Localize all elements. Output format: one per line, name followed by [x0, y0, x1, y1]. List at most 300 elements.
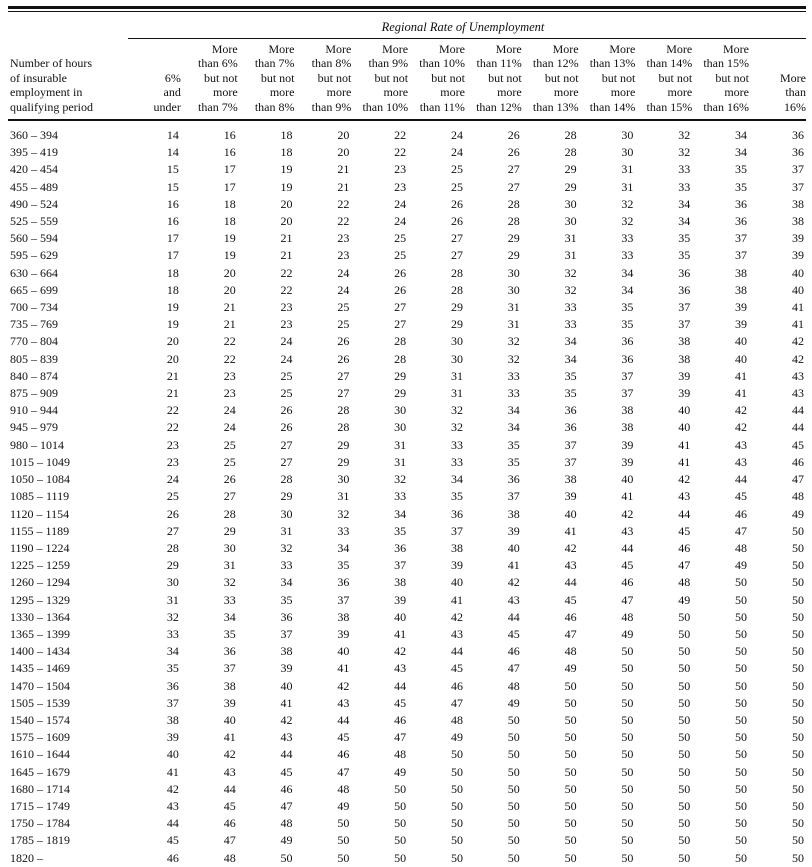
weeks-value-cell: 20 — [280, 196, 293, 211]
hours-range-cell: 1085 – 1119 — [10, 489, 70, 504]
table-row — [8, 815, 806, 832]
weeks-value-cell: 33 — [450, 437, 463, 452]
weeks-value-cell: 22 — [223, 334, 236, 349]
weeks-value-cell: 35 — [450, 489, 463, 504]
weeks-value-cell: 50 — [678, 609, 691, 624]
weeks-value-cell: 29 — [280, 489, 293, 504]
weeks-value-cell: 36 — [735, 196, 747, 211]
header-line: More — [666, 42, 693, 56]
header-line: More — [268, 42, 295, 56]
weeks-value-cell: 38 — [337, 609, 350, 624]
hours-range-cell: 770 – 804 — [10, 334, 58, 349]
weeks-value-cell: 50 — [792, 678, 804, 693]
hours-range-cell: 360 – 394 — [10, 128, 58, 143]
weeks-value-cell: 47 — [280, 798, 293, 813]
weeks-value-cell: 37 — [621, 386, 634, 401]
weeks-value-cell: 21 — [166, 386, 179, 401]
weeks-value-cell: 42 — [792, 334, 804, 349]
weeks-value-cell: 50 — [735, 644, 747, 659]
weeks-value-cell: 40 — [564, 506, 577, 521]
weeks-value-cell: 29 — [166, 558, 179, 573]
weeks-value-cell: 31 — [394, 437, 407, 452]
header-line: but not — [317, 70, 352, 85]
weeks-value-cell: 23 — [280, 317, 293, 332]
weeks-value-cell: 41 — [792, 317, 804, 332]
header-line: than 13% — [532, 99, 579, 114]
weeks-value-cell: 21 — [337, 179, 350, 194]
weeks-value-cell: 50 — [507, 712, 520, 727]
weeks-value-cell: 50 — [792, 816, 804, 831]
weeks-value-cell: 50 — [735, 609, 747, 624]
weeks-value-cell: 35 — [564, 368, 577, 383]
weeks-value-cell: 28 — [450, 282, 463, 297]
weeks-value-cell: 50 — [450, 764, 463, 779]
header-line: but not — [204, 70, 238, 85]
weeks-value-cell: 37 — [792, 162, 804, 177]
weeks-value-cell: 50 — [792, 764, 804, 779]
table-row — [8, 120, 806, 144]
header-line: Number of hours — [10, 56, 92, 71]
weeks-value-cell: 29 — [394, 386, 407, 401]
weeks-value-cell: 23 — [337, 248, 350, 263]
weeks-value-cell: 50 — [735, 764, 747, 779]
weeks-value-cell: 39 — [735, 317, 747, 332]
weeks-value-cell: 46 — [621, 575, 634, 590]
header-line: than 15% — [646, 99, 693, 114]
weeks-value-cell: 39 — [792, 248, 804, 263]
weeks-value-cell: 18 — [166, 265, 179, 280]
weeks-value-cell: 50 — [678, 764, 691, 779]
weeks-value-cell: 19 — [166, 300, 179, 315]
weeks-value-cell: 42 — [337, 678, 350, 693]
weeks-value-cell: 50 — [792, 712, 804, 727]
weeks-value-cell: 40 — [792, 265, 804, 280]
weeks-value-cell: 48 — [735, 540, 747, 555]
weeks-value-cell: 46 — [507, 644, 520, 659]
weeks-value-cell: 31 — [280, 523, 293, 538]
weeks-value-cell: 43 — [166, 798, 179, 813]
header-line: More — [780, 70, 806, 85]
weeks-value-cell: 30 — [166, 575, 179, 590]
weeks-value-cell: 50 — [735, 850, 747, 865]
hours-range-cell: 1155 – 1189 — [10, 523, 70, 538]
weeks-value-cell: 36 — [792, 145, 804, 160]
weeks-value-cell: 44 — [450, 644, 463, 659]
weeks-value-cell: 18 — [280, 145, 293, 160]
weeks-value-cell: 22 — [394, 145, 407, 160]
column-header — [181, 42, 238, 120]
header-line: than 7% — [254, 56, 295, 71]
weeks-value-cell: 34 — [621, 282, 634, 297]
weeks-value-cell: 36 — [564, 403, 577, 418]
weeks-value-cell: 23 — [166, 454, 179, 469]
weeks-value-cell: 50 — [450, 798, 463, 813]
weeks-value-cell: 43 — [564, 558, 577, 573]
table-row — [8, 540, 806, 557]
weeks-value-cell: 15 — [166, 179, 179, 194]
hours-range-cell: 1120 – 1154 — [10, 506, 70, 521]
weeks-value-cell: 44 — [678, 506, 691, 521]
weeks-value-cell: 22 — [280, 265, 293, 280]
weeks-value-cell: 35 — [394, 523, 407, 538]
hours-range-cell: 1225 – 1259 — [10, 558, 70, 573]
weeks-value-cell: 28 — [507, 196, 520, 211]
weeks-value-cell: 31 — [223, 558, 236, 573]
weeks-value-cell: 16 — [166, 196, 179, 211]
weeks-value-cell: 31 — [450, 386, 463, 401]
weeks-value-cell: 50 — [450, 747, 463, 762]
weeks-value-cell: 24 — [450, 145, 463, 160]
hours-range-cell: 1540 – 1574 — [10, 712, 70, 727]
weeks-value-cell: 38 — [564, 472, 577, 487]
weeks-value-cell: 39 — [450, 558, 463, 573]
weeks-value-cell: 35 — [564, 386, 577, 401]
weeks-value-cell: 48 — [507, 678, 520, 693]
weeks-value-cell: 50 — [621, 661, 634, 676]
weeks-value-cell: 44 — [792, 403, 804, 418]
weeks-value-cell: 40 — [507, 540, 520, 555]
weeks-value-cell: 32 — [394, 472, 407, 487]
table-row — [8, 557, 806, 574]
header-line: than 14% — [646, 56, 693, 71]
weeks-value-cell: 36 — [337, 575, 350, 590]
weeks-value-cell: 47 — [507, 661, 520, 676]
table-row — [8, 574, 806, 591]
weeks-value-cell: 48 — [223, 850, 236, 865]
weeks-value-cell: 50 — [735, 626, 747, 641]
column-header — [579, 42, 636, 120]
weeks-value-cell: 36 — [280, 609, 293, 624]
weeks-value-cell: 50 — [621, 816, 634, 831]
weeks-value-cell: 34 — [564, 334, 577, 349]
weeks-value-cell: 35 — [507, 454, 520, 469]
table-row — [8, 471, 806, 488]
hours-range-cell: 1295 – 1329 — [10, 592, 70, 607]
header-line: more — [269, 85, 295, 100]
weeks-value-cell: 50 — [621, 781, 634, 796]
weeks-value-cell: 50 — [735, 712, 747, 727]
header-line: than 8% — [311, 56, 352, 71]
header-line: of insurable — [10, 70, 67, 85]
weeks-value-cell: 50 — [507, 730, 520, 745]
weeks-value-cell: 50 — [450, 833, 463, 848]
weeks-value-cell: 36 — [792, 128, 804, 143]
header-line: than 6% — [198, 56, 238, 71]
weeks-value-cell: 43 — [223, 764, 236, 779]
weeks-value-cell: 50 — [621, 695, 634, 710]
weeks-value-cell: 47 — [223, 833, 236, 848]
weeks-value-cell: 19 — [166, 317, 179, 332]
weeks-value-cell: 27 — [507, 179, 520, 194]
weeks-value-cell: 39 — [564, 489, 577, 504]
table-row — [8, 609, 806, 626]
stub-header — [8, 42, 124, 120]
table-row — [8, 488, 806, 505]
hours-range-cell: 1470 – 1504 — [10, 678, 70, 693]
top-double-rule — [8, 6, 806, 9]
weeks-value-cell: 33 — [621, 248, 634, 263]
weeks-value-cell: 38 — [678, 351, 691, 366]
weeks-value-cell: 50 — [507, 798, 520, 813]
weeks-value-cell: 50 — [394, 816, 407, 831]
weeks-value-cell: 50 — [564, 678, 577, 693]
weeks-value-cell: 40 — [223, 712, 236, 727]
weeks-value-cell: 32 — [450, 403, 463, 418]
weeks-value-cell: 32 — [507, 351, 520, 366]
header-line: than 8% — [254, 99, 295, 114]
weeks-value-cell: 34 — [223, 609, 236, 624]
hours-range-cell: 840 – 874 — [10, 368, 58, 383]
weeks-value-cell: 31 — [394, 454, 407, 469]
hours-range-cell: 1750 – 1784 — [10, 816, 70, 831]
weeks-value-cell: 35 — [621, 300, 634, 315]
header-line: more — [610, 85, 636, 100]
weeks-value-cell: 35 — [735, 162, 747, 177]
weeks-value-cell: 38 — [678, 334, 691, 349]
weeks-value-cell: 41 — [337, 661, 350, 676]
weeks-value-cell: 17 — [223, 179, 236, 194]
weeks-value-cell: 49 — [507, 695, 520, 710]
hours-range-cell: 1715 – 1749 — [10, 798, 70, 813]
weeks-value-cell: 29 — [564, 162, 577, 177]
weeks-value-cell: 27 — [223, 489, 236, 504]
weeks-value-cell: 23 — [394, 162, 407, 177]
table-row — [8, 419, 806, 436]
spanner-rule — [128, 38, 806, 39]
weeks-value-cell: 34 — [280, 575, 293, 590]
weeks-value-cell: 21 — [280, 231, 293, 246]
weeks-value-cell: 20 — [337, 128, 350, 143]
weeks-value-cell: 50 — [678, 626, 691, 641]
weeks-value-cell: 50 — [735, 661, 747, 676]
weeks-value-cell: 26 — [337, 334, 350, 349]
weeks-value-cell: 41 — [621, 489, 634, 504]
weeks-value-cell: 23 — [280, 300, 293, 315]
weeks-value-cell: 26 — [394, 282, 407, 297]
weeks-value-cell: 29 — [337, 437, 350, 452]
weeks-value-cell: 50 — [792, 833, 804, 848]
weeks-value-cell: 26 — [337, 351, 350, 366]
weeks-value-cell: 50 — [394, 850, 407, 865]
weeks-value-cell: 18 — [280, 128, 293, 143]
header-line: but not — [544, 70, 579, 85]
weeks-value-cell: 23 — [223, 386, 236, 401]
weeks-value-cell: 50 — [337, 833, 350, 848]
weeks-value-cell: 28 — [564, 128, 577, 143]
table-row — [8, 523, 806, 540]
table-row — [8, 402, 806, 419]
table-row — [8, 161, 806, 178]
weeks-value-cell: 47 — [735, 523, 747, 538]
weeks-value-cell: 50 — [678, 781, 691, 796]
weeks-value-cell: 28 — [507, 214, 520, 229]
weeks-value-cell: 50 — [337, 816, 350, 831]
weeks-value-cell: 50 — [450, 850, 463, 865]
header-line: than 7% — [198, 99, 238, 114]
weeks-value-cell: 40 — [792, 282, 804, 297]
weeks-value-cell: 17 — [223, 162, 236, 177]
column-header — [295, 42, 352, 120]
weeks-value-cell: 47 — [337, 764, 350, 779]
table-spanner-heading: Regional Rate of Unemployment — [381, 20, 545, 34]
weeks-value-cell: 24 — [280, 334, 293, 349]
weeks-value-cell: 17 — [166, 231, 179, 246]
weeks-value-cell: 36 — [678, 282, 691, 297]
weeks-value-cell: 47 — [678, 558, 691, 573]
weeks-value-cell: 50 — [564, 712, 577, 727]
table-row — [8, 592, 806, 609]
weeks-value-cell: 32 — [678, 145, 691, 160]
weeks-value-cell: 39 — [280, 661, 293, 676]
weeks-value-cell: 39 — [792, 231, 804, 246]
weeks-value-cell: 50 — [792, 661, 804, 676]
weeks-value-cell: 35 — [337, 558, 350, 573]
weeks-value-cell: 47 — [394, 730, 407, 745]
hours-range-cell: 420 – 454 — [10, 162, 58, 177]
weeks-value-cell: 50 — [394, 798, 407, 813]
weeks-value-cell: 29 — [394, 368, 407, 383]
weeks-value-cell: 50 — [621, 747, 634, 762]
weeks-value-cell: 21 — [223, 300, 236, 315]
weeks-value-cell: 25 — [223, 437, 236, 452]
table-row — [8, 660, 806, 677]
weeks-value-cell: 44 — [280, 747, 293, 762]
weeks-value-cell: 50 — [564, 833, 577, 848]
weeks-value-cell: 38 — [735, 265, 747, 280]
weeks-value-cell: 23 — [394, 179, 407, 194]
weeks-value-cell: 26 — [450, 214, 463, 229]
weeks-value-cell: 36 — [621, 334, 634, 349]
weeks-value-cell: 37 — [166, 695, 179, 710]
hours-range-cell: 1645 – 1679 — [10, 764, 70, 779]
weeks-value-cell: 35 — [678, 231, 691, 246]
weeks-value-cell: 50 — [678, 695, 691, 710]
weeks-value-cell: 34 — [678, 214, 691, 229]
weeks-value-cell: 35 — [621, 317, 634, 332]
weeks-value-cell: 39 — [621, 454, 634, 469]
weeks-value-cell: 48 — [564, 644, 577, 659]
weeks-value-cell: 41 — [735, 386, 747, 401]
weeks-value-cell: 35 — [735, 179, 747, 194]
weeks-value-cell: 29 — [564, 179, 577, 194]
weeks-value-cell: 24 — [394, 214, 407, 229]
weeks-value-cell: 40 — [621, 472, 634, 487]
weeks-value-cell: 26 — [166, 506, 179, 521]
weeks-value-cell: 22 — [166, 403, 179, 418]
weeks-value-cell: 44 — [166, 816, 179, 831]
weeks-value-cell: 50 — [564, 816, 577, 831]
weeks-value-cell: 24 — [223, 403, 236, 418]
table-row — [8, 832, 806, 849]
weeks-value-cell: 50 — [621, 644, 634, 659]
weeks-value-cell: 26 — [450, 196, 463, 211]
weeks-value-cell: 50 — [735, 592, 747, 607]
weeks-value-cell: 42 — [450, 609, 463, 624]
weeks-value-cell: 50 — [735, 695, 747, 710]
weeks-value-cell: 27 — [280, 454, 293, 469]
weeks-value-cell: 50 — [735, 781, 747, 796]
weeks-value-cell: 39 — [166, 730, 179, 745]
weeks-value-cell: 50 — [507, 833, 520, 848]
weeks-value-cell: 22 — [223, 351, 236, 366]
weeks-value-cell: 30 — [621, 145, 634, 160]
column-header — [635, 42, 692, 120]
weeks-value-cell: 32 — [280, 540, 293, 555]
weeks-value-cell: 50 — [792, 695, 804, 710]
weeks-value-cell: 50 — [678, 816, 691, 831]
weeks-value-cell: 32 — [678, 128, 691, 143]
weeks-value-cell: 30 — [394, 403, 407, 418]
weeks-value-cell: 25 — [280, 368, 293, 383]
weeks-value-cell: 24 — [450, 128, 463, 143]
weeks-value-cell: 28 — [337, 420, 350, 435]
weeks-value-cell: 23 — [166, 437, 179, 452]
weeks-value-cell: 28 — [450, 265, 463, 280]
header-line: but not — [715, 70, 749, 85]
weeks-value-cell: 30 — [621, 128, 634, 143]
weeks-value-cell: 27 — [450, 248, 463, 263]
weeks-value-cell: 50 — [621, 833, 634, 848]
weeks-value-cell: 47 — [564, 626, 577, 641]
weeks-value-cell: 37 — [621, 368, 634, 383]
weeks-value-cell: 48 — [450, 712, 463, 727]
table-row — [8, 506, 806, 523]
table-row — [8, 282, 806, 299]
weeks-value-cell: 33 — [337, 523, 350, 538]
weeks-value-cell: 26 — [280, 403, 293, 418]
table-row — [8, 230, 806, 247]
table-row — [8, 247, 806, 264]
weeks-value-cell: 39 — [507, 523, 520, 538]
header-line: More — [495, 42, 522, 56]
weeks-value-cell: 50 — [678, 798, 691, 813]
weeks-value-cell: 31 — [507, 317, 520, 332]
header-line: more — [553, 85, 579, 100]
weeks-value-cell: 29 — [223, 523, 236, 538]
weeks-value-cell: 41 — [507, 558, 520, 573]
header-line: but not — [374, 70, 409, 85]
weeks-value-cell: 48 — [394, 747, 407, 762]
weeks-value-cell: 18 — [223, 196, 236, 211]
weeks-value-cell: 42 — [621, 506, 634, 521]
hours-range-cell: 1015 – 1049 — [10, 454, 70, 469]
weeks-value-cell: 15 — [166, 162, 179, 177]
weeks-value-cell: 19 — [223, 248, 236, 263]
weeks-value-cell: 31 — [507, 300, 520, 315]
weeks-value-cell: 40 — [337, 644, 350, 659]
header-line: More — [382, 42, 409, 56]
hours-range-cell: 1820 – — [10, 850, 43, 865]
hours-range-cell: 875 – 909 — [10, 386, 58, 401]
column-header — [465, 42, 522, 120]
weeks-value-cell: 50 — [280, 850, 293, 865]
weeks-value-cell: 37 — [450, 523, 463, 538]
header-line: than — [785, 85, 806, 100]
weeks-value-cell: 37 — [394, 558, 407, 573]
weeks-value-cell: 28 — [280, 472, 293, 487]
weeks-value-cell: 38 — [507, 506, 520, 521]
table-row — [8, 781, 806, 798]
weeks-value-cell: 47 — [450, 695, 463, 710]
header-line: 6% — [164, 70, 181, 85]
weeks-value-cell: 50 — [564, 747, 577, 762]
weeks-value-cell: 50 — [507, 747, 520, 762]
weeks-value-cell: 50 — [678, 712, 691, 727]
weeks-value-cell: 50 — [564, 695, 577, 710]
weeks-value-cell: 46 — [280, 781, 293, 796]
weeks-value-cell: 50 — [678, 850, 691, 865]
table-body — [8, 120, 806, 867]
